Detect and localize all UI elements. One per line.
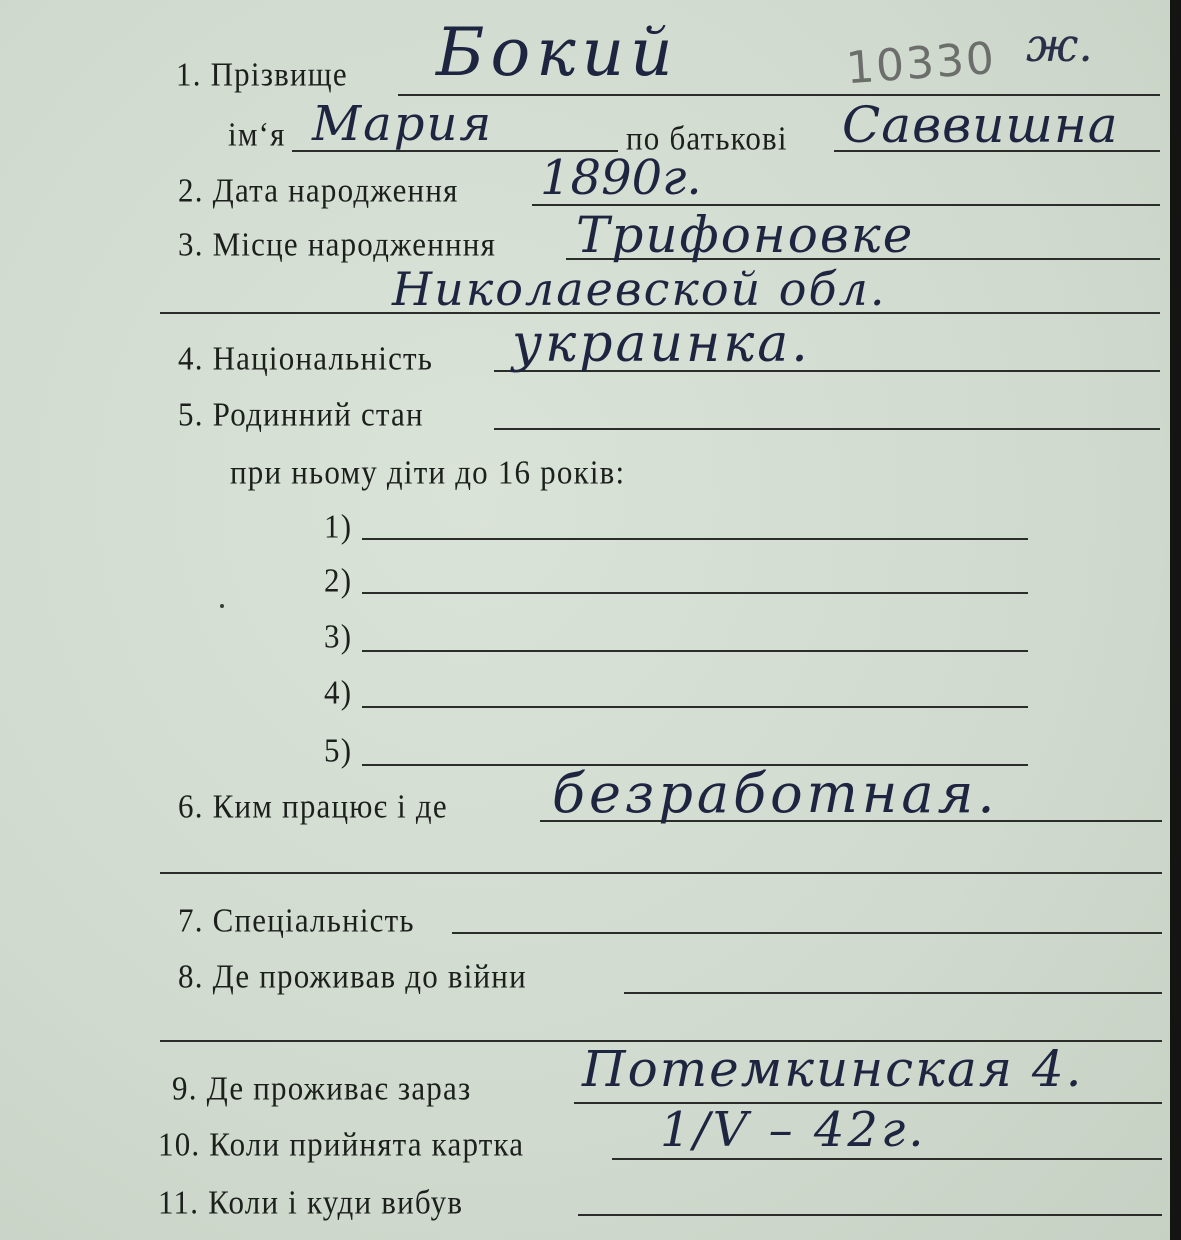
nationality-value: украинка. (512, 314, 811, 374)
child-1-line (362, 538, 1028, 540)
nationality-label: 4. Національність (178, 339, 434, 377)
child-4-label: 4) (324, 673, 353, 711)
current-residence-label: 9. Де проживає зараз (172, 1069, 472, 1107)
work-line-2 (160, 872, 1162, 874)
surname-label: 1. Прізвище (176, 55, 348, 93)
child-2-line (362, 592, 1028, 594)
birth-place-value-1: Трифоновке (576, 206, 915, 264)
first-name-value: Мария (312, 96, 494, 152)
child-1-label: 1) (324, 507, 353, 545)
card-accepted-value: 1/V – 42г. (660, 1102, 927, 1158)
specialty-label: 7. Спеціальність (178, 901, 415, 939)
child-3-line (362, 650, 1028, 652)
departed-label: 11. Коли і куди вибув (158, 1183, 464, 1221)
birth-date-label: 2. Дата народження (178, 171, 459, 209)
child-4-line (362, 706, 1028, 708)
work-value: безработная. (552, 762, 999, 825)
prewar-residence-line-1 (624, 992, 1162, 994)
scan-edge (1170, 0, 1181, 1240)
birth-date-value: 1890г. (540, 150, 702, 206)
work-label: 6. Ким працює і де (178, 787, 448, 825)
prewar-residence-label: 8. Де проживав до війни (178, 957, 527, 995)
marital-label: 5. Родинний стан (178, 395, 424, 433)
birth-place-label: 3. Місце народженння (178, 225, 497, 263)
card-accepted-line (612, 1158, 1162, 1160)
child-2-label: 2) (324, 561, 353, 599)
ink-speck (220, 604, 224, 608)
birth-place-value-2: Николаевской обл. (392, 262, 887, 316)
marital-line (494, 428, 1160, 430)
child-5-label: 5) (324, 731, 353, 769)
patronymic-value: Саввишна (842, 96, 1119, 154)
child-3-label: 3) (324, 617, 353, 655)
current-residence-value: Потемкинская 4. (582, 1040, 1084, 1098)
surname-value: Бокий (436, 14, 679, 91)
children-label: при ньому діти до 16 років: (230, 453, 626, 491)
pencil-mark: ж. (1026, 18, 1093, 72)
patronymic-label: по батькові (626, 119, 788, 157)
specialty-line (452, 932, 1162, 934)
first-name-label: ім‘я (228, 115, 286, 153)
archive-number: 10330 (844, 32, 998, 95)
departed-line (578, 1214, 1162, 1216)
card-accepted-label: 10. Коли прийнята картка (158, 1125, 525, 1163)
